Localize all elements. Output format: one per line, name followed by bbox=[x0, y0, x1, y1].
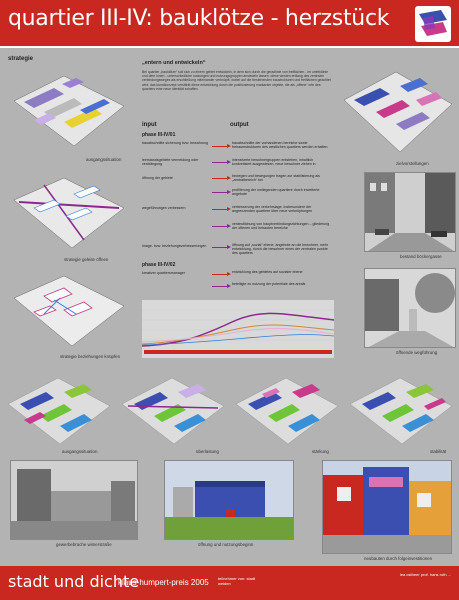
target-plan-diagram bbox=[340, 60, 456, 160]
output-row-6: verdeutlichung von hauptverbindungsrichtungen – gliederung der offenen und bebauten bereiche bbox=[232, 222, 330, 231]
caption-oeffnung: öffnung und nutzungsbeginn bbox=[198, 542, 254, 547]
caption-oeffnende: öffnende wegführung bbox=[396, 350, 438, 355]
output-row-7: öffnung auf „sozial“ ebene, angebote an die bewohner, mehr entwicklung, durch die bewohner eines der zentralen punkte des quartiers bbox=[232, 243, 329, 256]
photo-boeckergasse bbox=[364, 172, 456, 252]
input-row-3: öffnung der gebiete bbox=[142, 176, 173, 180]
caption-neubauten: neubauten durch folgeinvestitionen bbox=[364, 556, 433, 561]
photo-neubauten bbox=[322, 460, 452, 554]
photo-wegfuehrung bbox=[364, 268, 456, 348]
model-ausgangssituation bbox=[4, 364, 114, 448]
output-row-4: profilierung der umliegenden quartiere durch erweiterte angebote bbox=[232, 188, 320, 197]
model-staerkung bbox=[232, 364, 342, 448]
caption-model-2: überlastung bbox=[196, 449, 219, 454]
footer-title: stadt und dichte bbox=[8, 572, 140, 591]
photo-gewerbebrache bbox=[10, 460, 138, 540]
caption-zielvorstellungen: zielvorstellungen bbox=[396, 161, 429, 166]
development-timeline-chart bbox=[142, 300, 334, 358]
output-row-9: beteiligte zu nutzung der potentiale des areals bbox=[232, 282, 306, 286]
caption-model-1: ausgangssituation bbox=[62, 449, 98, 454]
model-ueberlastung bbox=[118, 364, 228, 448]
footer-credits: lea ostheer prof. hans roth ... bbox=[399, 572, 451, 577]
arrow-1 bbox=[212, 146, 228, 147]
input-row-5: wegeführungen verbessern bbox=[142, 206, 186, 210]
caption-gewerbebrache: gewerbebrache wimerstraße bbox=[56, 542, 112, 547]
intro-title: „entern und entwickeln“ bbox=[142, 60, 206, 66]
arrow-8b bbox=[212, 286, 228, 287]
strategy-open-diagram bbox=[4, 170, 129, 255]
output-row-5: verbesserung der verkehrslage, insbesondere der angrenzenden quartiere über neue verknüpfungen bbox=[232, 205, 313, 214]
caption-model-4: stabilität bbox=[430, 449, 447, 454]
output-row-3: bewegen und bewegungen tragen zur stabilisierung als „zentralbereich“ bei bbox=[232, 174, 320, 183]
phase1-heading: phase III-IV/01 bbox=[142, 132, 176, 138]
caption-model-3: stärkung bbox=[312, 449, 329, 454]
arrow-5b bbox=[212, 226, 228, 227]
caption-ausgangssituation: ausgangssituation bbox=[86, 157, 122, 162]
footer-banner bbox=[0, 566, 459, 600]
input-row-8: kreativer quartiersmanager bbox=[142, 271, 185, 275]
caption-strategie-oeffnen: strategie geleite öffnen bbox=[64, 257, 109, 262]
model-stabilitaet bbox=[346, 364, 456, 448]
phase2-heading: phase III-IV/02 bbox=[142, 262, 176, 268]
input-heading: input bbox=[142, 122, 157, 128]
title-banner bbox=[0, 0, 459, 48]
site-plan-diagram bbox=[4, 66, 129, 156]
output-row-2: intensiverte bewohnergruppen entstehen, inhaltlich konkretisiert ausgewiesen, neue bewohner ziehen in bbox=[232, 158, 316, 167]
strategy-connect-diagram bbox=[4, 268, 129, 353]
arrow-5 bbox=[212, 209, 228, 210]
section-strategie: strategie bbox=[8, 56, 34, 62]
arrow-8 bbox=[212, 274, 228, 275]
intro-text: Bei quartier „bauklötze“ soll sich zu einem gebiet entwickeln, in dem sich durch die geradlinie von freiflächen - im umfeldlinie und dem innen - unterschiedliche nutzungen und nutzungsgruppen ansiedeln lassen. diese werden entlang des zentralen verbindungsweges als erschließung miteinander verknüpft, wobei auf die bestehenden baustrukturen und freiflächen geachtet wird. das kunstkonzept verstärkt diese entwicklung durch die positionierung markanter objekte, die als „offene“ orte des quartiers eine neue identität schaffen. bbox=[142, 70, 331, 91]
output-row-1: bauabschnitte der vorhandenen bereiche sowie freiraumstrukturen des westlichen quartiers werden erhalten bbox=[232, 141, 328, 150]
input-row-7: image- bzw. beziehungsverbesserungen bbox=[142, 244, 207, 248]
arrow-2 bbox=[212, 162, 228, 163]
footer-small: teilnehmer von: stadt weiden bbox=[218, 576, 256, 586]
output-heading: output bbox=[230, 122, 249, 128]
footer-prize: klaus-humpert-preis 2005 bbox=[118, 578, 209, 587]
arrow-3 bbox=[212, 178, 228, 179]
photo-oeffnung bbox=[164, 460, 294, 540]
output-row-8: entwicklung des gebietes auf sozialer ebene bbox=[232, 270, 303, 274]
input-row-1: bauabschnitte sicherung bzw. bewahrung bbox=[142, 141, 208, 145]
caption-bestand: bestand böckergasse bbox=[400, 254, 442, 259]
arrow-3b bbox=[212, 192, 228, 193]
caption-strategie-beziehungen: strategie beziehungen knüpfen bbox=[60, 354, 121, 359]
arrow-7 bbox=[212, 247, 228, 248]
page-title: quartier III-IV: bauklötze - herzstück bbox=[8, 6, 390, 31]
project-logo bbox=[415, 6, 451, 42]
input-row-2: leerstandsgebiete vermeidung oder verdrängung bbox=[142, 158, 199, 167]
